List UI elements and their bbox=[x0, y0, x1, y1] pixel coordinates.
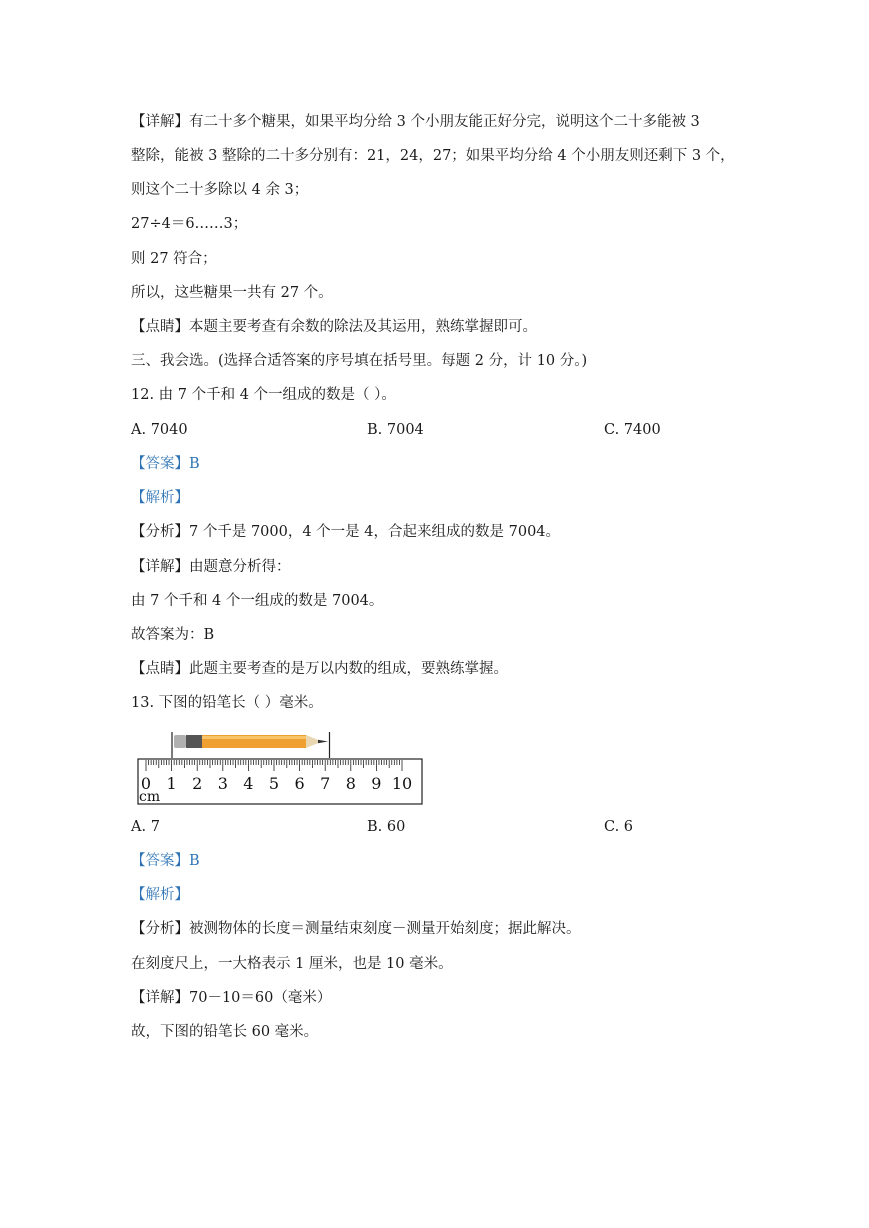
detail-tag: 【详解】 bbox=[131, 559, 189, 575]
q13-answer bbox=[131, 851, 200, 871]
answer-value: B bbox=[189, 853, 200, 869]
answer-value: B bbox=[189, 456, 200, 472]
q12-comment bbox=[131, 659, 508, 679]
analysis-tag: 【分析】 bbox=[131, 921, 189, 937]
analysis-text: 被测物体的长度＝测量结束刻度－测量开始刻度；据此解决。 bbox=[189, 921, 581, 937]
answer-tag: 【答案】 bbox=[131, 456, 189, 472]
analysis-tag: 【分析】 bbox=[131, 524, 189, 540]
q13-option-b: B. 60 bbox=[367, 819, 406, 835]
detail-tag: 【详解】 bbox=[131, 990, 189, 1006]
ruler-number: 4 bbox=[243, 774, 254, 793]
q12-detail-line2: 由 7 个千和 4 个一组成的数是 7004。 bbox=[131, 593, 384, 609]
detail1-line4: 27÷4＝6……3； bbox=[131, 216, 248, 232]
pencil-band bbox=[186, 735, 202, 748]
ruler-number: 9 bbox=[371, 774, 382, 793]
analysis-text: 7 个千是 7000，4 个一是 4，合起来组成的数是 7004。 bbox=[189, 524, 561, 540]
q12-analysis bbox=[131, 522, 560, 542]
q13-analysis bbox=[131, 919, 581, 939]
q13-analysis-line2: 在刻度尺上，一大格表示 1 厘米，也是 10 毫米。 bbox=[131, 956, 453, 972]
detail1-line5: 则 27 符合； bbox=[131, 251, 217, 267]
q12-option-a: A. 7040 bbox=[131, 422, 188, 438]
q13-stem: 13. 下图的铅笔长（ ）毫米。 bbox=[131, 695, 323, 711]
q13-analysis-tag: 【解析】 bbox=[131, 887, 189, 903]
detail1-line2: 整除，能被 3 整除的二十多分别有：21，24，27；如果平均分给 4 个小朋友则还剩下 3 个， bbox=[131, 148, 735, 164]
q12-analysis-tag: 【解析】 bbox=[131, 490, 189, 506]
q12-detail bbox=[131, 557, 291, 577]
pencil bbox=[172, 732, 330, 758]
detail-text: 70－10＝60（毫米） bbox=[189, 990, 332, 1006]
ruler-number: 8 bbox=[345, 774, 356, 793]
detail1-line6: 所以，这些糖果一共有 27 个。 bbox=[131, 285, 333, 301]
ruler-number: 3 bbox=[217, 774, 228, 793]
detail-text: 由题意分析得： bbox=[189, 559, 291, 575]
detail1-line3: 则这个二十多除以 4 余 3； bbox=[131, 182, 309, 198]
q13-detail-line2: 故，下图的铅笔长 60 毫米。 bbox=[131, 1024, 319, 1040]
q13-option-c: C. 6 bbox=[604, 819, 634, 835]
q13-detail bbox=[131, 988, 331, 1008]
pencil-lead bbox=[318, 740, 328, 743]
q12-stem: 12. 由 7 个千和 4 个一组成的数是（ ）。 bbox=[131, 387, 396, 403]
ruler-number: 10 bbox=[391, 774, 413, 793]
ruler-unit-label: cm bbox=[139, 789, 161, 805]
detail1-line1 bbox=[131, 112, 700, 132]
pencil-eraser bbox=[174, 735, 186, 748]
comment-text: 本题主要考查有余数的除法及其运用，熟练掌握即可。 bbox=[189, 319, 537, 335]
q12-option-c: C. 7400 bbox=[604, 422, 661, 438]
ruler-number: 7 bbox=[320, 774, 331, 793]
q12-answer bbox=[131, 454, 200, 474]
q12-option-b: B. 7004 bbox=[367, 422, 424, 438]
ruler-pencil-figure bbox=[136, 728, 426, 808]
q13-option-a: A. 7 bbox=[131, 819, 160, 835]
comment-tag: 【点睛】 bbox=[131, 319, 189, 335]
comment-text: 此题主要考查的是万以内数的组成，要熟练掌握。 bbox=[189, 661, 508, 677]
comment1 bbox=[131, 317, 537, 337]
ruler-number: 0 bbox=[140, 774, 152, 793]
detail-text: 有二十多个糖果，如果平均分给 3 个小朋友能正好分完，说明这个二十多能被 3 bbox=[189, 114, 700, 130]
answer-tag: 【答案】 bbox=[131, 853, 189, 869]
ruler-number: 1 bbox=[166, 774, 177, 793]
ruler-number: 2 bbox=[192, 774, 203, 793]
ruler-number: 5 bbox=[268, 774, 280, 793]
section3-heading: 三、我会选。(选择合适答案的序号填在括号里。每题 2 分，计 10 分。) bbox=[131, 353, 588, 369]
ruler-number: 6 bbox=[294, 774, 305, 793]
comment-tag: 【点睛】 bbox=[131, 661, 189, 677]
detail-tag: 【详解】 bbox=[131, 114, 189, 130]
q12-detail-line3: 故答案为：B bbox=[131, 627, 215, 643]
